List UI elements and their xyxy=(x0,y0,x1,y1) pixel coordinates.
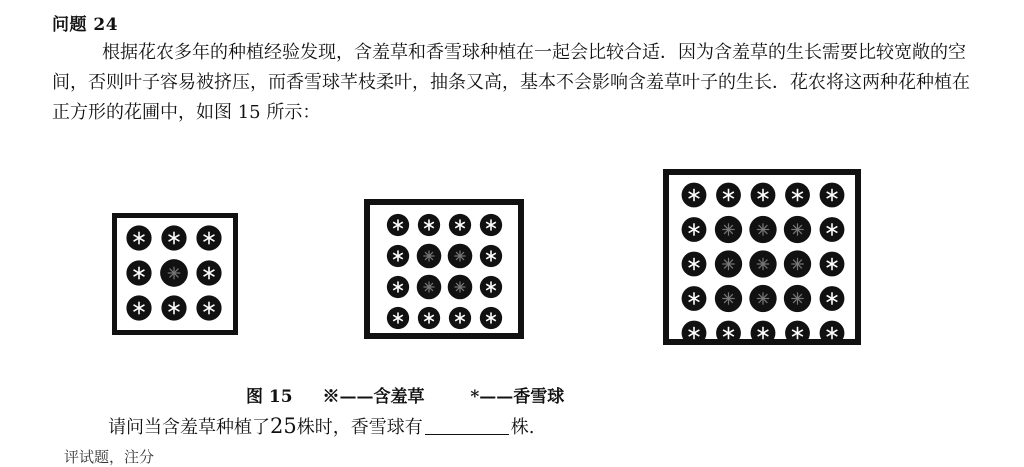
question-number: 25 xyxy=(270,414,297,438)
alyssum-plant xyxy=(480,245,502,267)
problem-title: 问题 24 xyxy=(52,15,119,35)
alyssum-plant xyxy=(126,225,151,250)
alyssum-plant xyxy=(751,321,776,345)
question-text-after: 株. xyxy=(510,417,535,438)
figure-panel-2 xyxy=(364,199,524,339)
alyssum-plant xyxy=(418,307,440,329)
figure-panel-3 xyxy=(663,169,861,345)
panel-2-drawing xyxy=(364,199,524,339)
answer-blank[interactable] xyxy=(425,416,509,435)
alyssum-plant xyxy=(716,321,741,345)
mimosa-plant xyxy=(448,275,473,300)
mimosa-plant xyxy=(749,285,776,312)
alyssum-plant xyxy=(820,252,845,277)
alyssum-plant xyxy=(449,214,471,236)
alyssum-plant xyxy=(820,321,845,345)
alyssum-plant xyxy=(820,217,845,242)
mimosa-plant xyxy=(715,250,742,277)
question-line xyxy=(108,413,534,439)
question-text-middle: 株时，香雪球有 xyxy=(296,417,423,438)
alyssum-plant xyxy=(387,214,409,236)
mimosa-plant xyxy=(749,250,776,277)
alyssum-plant xyxy=(716,183,741,208)
alyssum-plant xyxy=(682,286,707,311)
figure-number: 图 15 xyxy=(246,387,293,407)
alyssum-plant xyxy=(785,183,810,208)
alyssum-plant xyxy=(387,245,409,267)
alyssum-plant xyxy=(161,225,186,250)
mimosa-plant xyxy=(784,285,811,312)
mimosa-plant xyxy=(784,250,811,277)
legend-alyssum: *——香雪球 xyxy=(470,387,565,407)
alyssum-plant xyxy=(682,183,707,208)
question-text-before: 请问当含羞草种植了 xyxy=(108,417,270,438)
alyssum-plant xyxy=(751,183,776,208)
panel-1-plants xyxy=(126,225,221,320)
alyssum-plant xyxy=(126,260,151,285)
mimosa-plant xyxy=(715,285,742,312)
mimosa-plant xyxy=(417,275,442,300)
mimosa-plant xyxy=(448,244,473,269)
alyssum-plant xyxy=(682,252,707,277)
alyssum-plant xyxy=(480,214,502,236)
alyssum-plant xyxy=(418,214,440,236)
alyssum-plant xyxy=(682,321,707,345)
alyssum-plant xyxy=(387,307,409,329)
alyssum-plant xyxy=(387,276,409,298)
alyssum-plant xyxy=(196,225,221,250)
mimosa-plant xyxy=(715,216,742,243)
figure-panel-1 xyxy=(112,213,238,335)
panel-3-drawing xyxy=(663,169,861,345)
alyssum-plant xyxy=(161,295,186,320)
alyssum-plant xyxy=(480,307,502,329)
panel-1-drawing xyxy=(112,213,238,335)
alyssum-plant xyxy=(126,295,151,320)
alyssum-plant xyxy=(820,286,845,311)
mimosa-plant xyxy=(160,259,188,287)
alyssum-plant xyxy=(682,217,707,242)
alyssum-plant xyxy=(820,183,845,208)
alyssum-plant xyxy=(449,307,471,329)
mimosa-plant xyxy=(749,216,776,243)
problem-paragraph: 根据花农多年的种植经验发现，含羞草和香雪球种植在一起会比较合适．因为含羞草的生长需要比较宽敞的空间，否则叶子容易被挤压，而香雪球芊枝柔叶，抽条又高，基本不会影响含羞草叶子的生长．花农将这两种花种植在正方形的花圃中，如图 15 所示： xyxy=(52,42,970,123)
mimosa-plant xyxy=(417,244,442,269)
alyssum-plant xyxy=(196,295,221,320)
alyssum-plant xyxy=(480,276,502,298)
legend-mimosa: ※——含羞草 xyxy=(322,387,425,407)
cutoff-text: 评试题，注分 xyxy=(64,448,155,466)
figure-caption xyxy=(246,382,564,407)
alyssum-plant xyxy=(196,260,221,285)
mimosa-plant xyxy=(784,216,811,243)
alyssum-plant xyxy=(785,321,810,345)
